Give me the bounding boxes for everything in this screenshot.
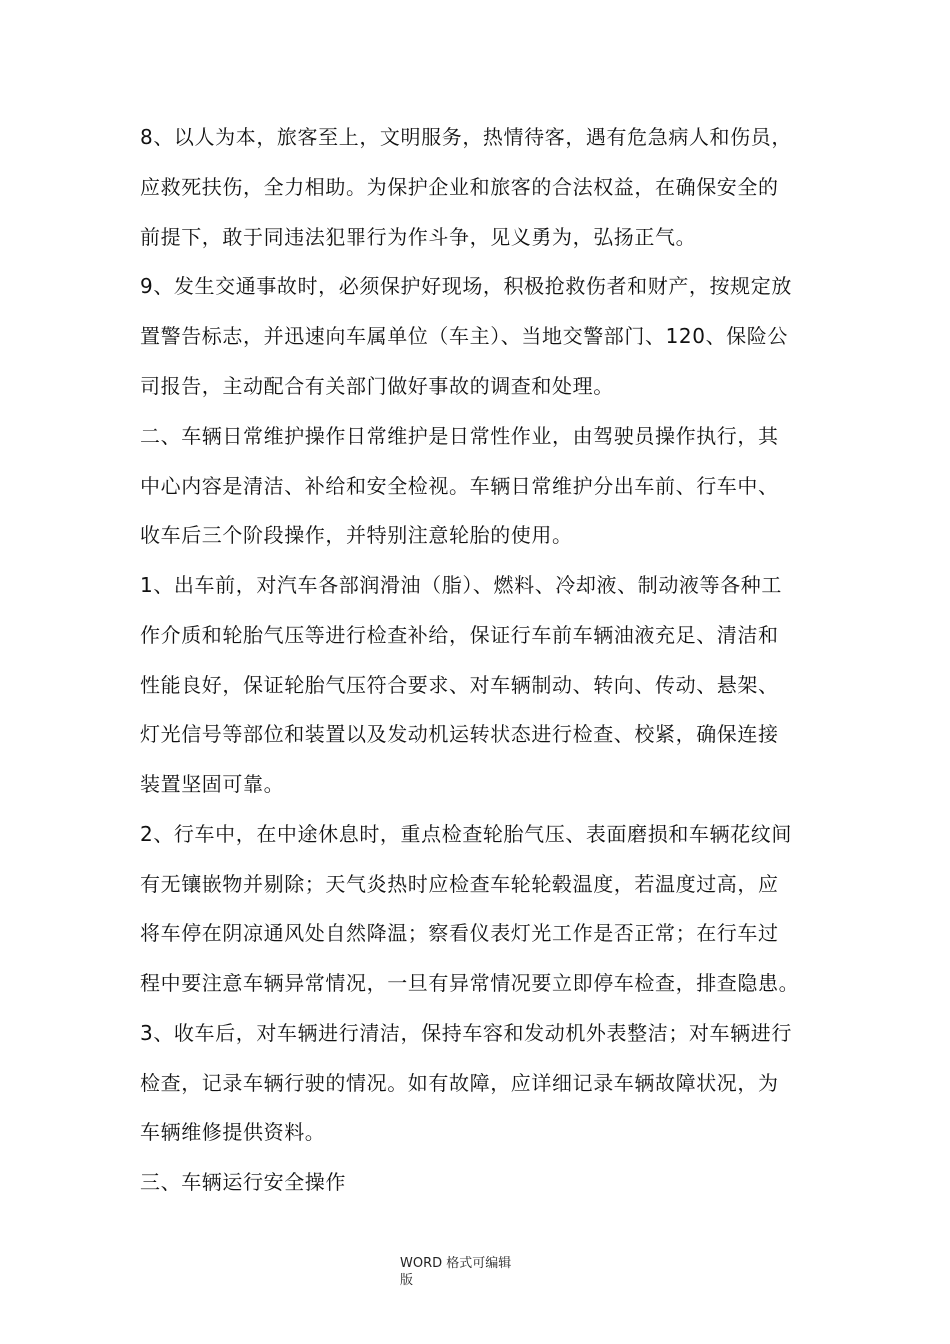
text-line: 应救死扶伤，全力相助。为保护企业和旅客的合法权益，在确保安全的 (140, 175, 779, 199)
text-line: 3、收车后，对车辆进行清洁，保持车容和发动机外表整洁；对车辆进行 (140, 1021, 792, 1045)
text-line: 前提下，敢于同违法犯罪行为作斗争，见义勇为，弘扬正气。 (140, 225, 697, 249)
text-line: 1、出车前，对汽车各部润滑油（脂）、燃料、冷却液、制动液等各种工 (140, 573, 782, 597)
text-line: 作介质和轮胎气压等进行检查补给，保证行车前车辆油液充足、清洁和 (140, 623, 779, 647)
text-line: 8、以人为本，旅客至上，文明服务，热情待客，遇有危急病人和伤员， (140, 125, 792, 149)
text-line: 检查，记录车辆行驶的情况。如有故障，应详细记录车辆故障状况，为 (140, 1071, 779, 1095)
text-line: 车辆维修提供资料。 (140, 1120, 326, 1144)
text-line: 司报告，主动配合有关部门做好事故的调查和处理。 (140, 374, 614, 398)
text-line: 9、发生交通事故时，必须保护好现场，积极抢救伤者和财产，按规定放 (140, 274, 792, 298)
text-line: 程中要注意车辆异常情况，一旦有异常情况要立即停车检查，排查隐患。 (140, 971, 800, 995)
text-line: 中心内容是清洁、补给和安全检视。车辆日常维护分出车前、行车中、 (140, 474, 779, 498)
footer-line: WORD 格式可编辑 (400, 1256, 512, 1271)
text-line: 收车后三个阶段操作，并特别注意轮胎的使用。 (140, 523, 573, 547)
footer-line: 版 (400, 1273, 414, 1288)
text-line: 有无镶嵌物并剔除；天气炎热时应检查车轮轮毂温度，若温度过高，应 (140, 872, 779, 896)
text-line: 装置坚固可靠。 (140, 772, 285, 796)
text-line: 将车停在阴凉通风处自然降温；察看仪表灯光工作是否正常；在行车过 (140, 921, 779, 945)
text-line: 性能良好，保证轮胎气压符合要求、对车辆制动、转向、传动、悬架、 (140, 673, 779, 697)
text-line: 置警告标志，并迅速向车属单位（车主）、当地交警部门、120、保险公 (140, 324, 788, 348)
text-line: 灯光信号等部位和装置以及发动机运转状态进行检查、校紧，确保连接 (140, 722, 779, 746)
page-footer (400, 1255, 511, 1289)
section-heading: 三、车辆运行安全操作 (140, 1170, 346, 1194)
text-line: 2、行车中，在中途休息时，重点检查轮胎气压、表面磨损和车辆花纹间 (140, 822, 792, 846)
text-line: 二、车辆日常维护操作日常维护是日常性作业，由驾驶员操作执行，其 (140, 424, 779, 448)
